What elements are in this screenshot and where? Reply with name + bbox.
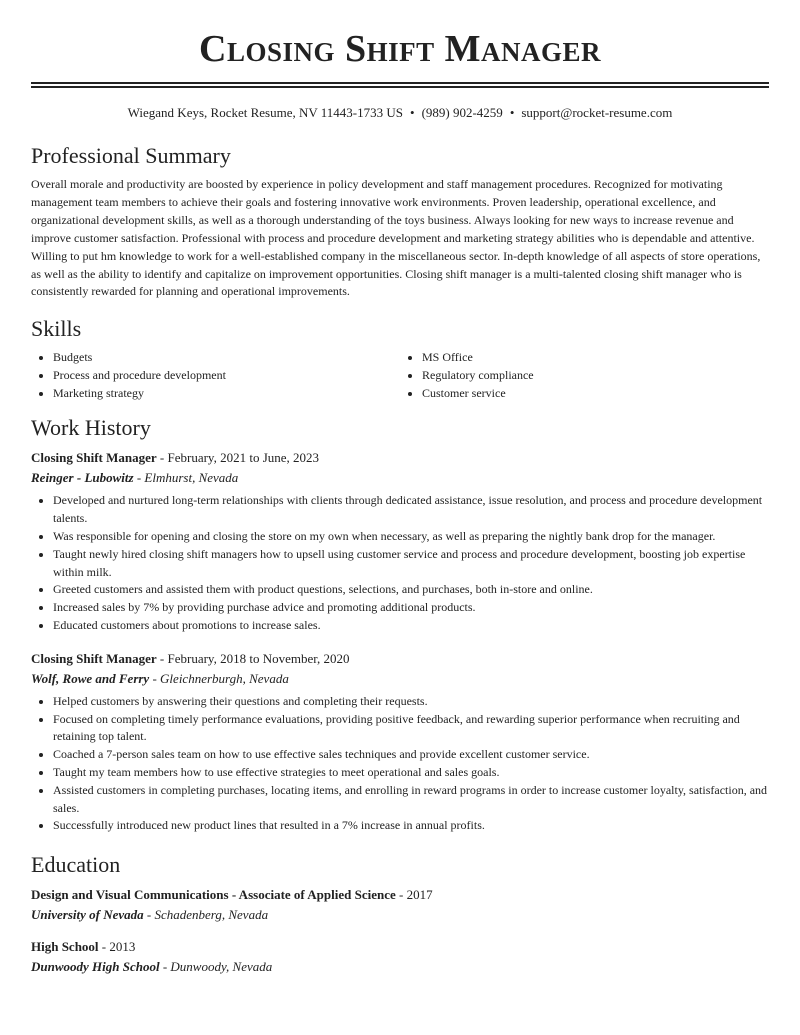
- skills-section: [31, 313, 769, 402]
- skill-item: • Customer service: [422, 385, 769, 403]
- company-line: [31, 669, 769, 689]
- candidate-name: Closing Shift Manager: [199, 28, 601, 70]
- education-entry: [31, 937, 769, 977]
- summary-section: [31, 140, 769, 301]
- skill-item: • Marketing strategy: [53, 385, 400, 403]
- header-divider-top: [31, 82, 769, 84]
- job-dates: - February, 2018 to November, 2020: [156, 650, 350, 666]
- duty-item: • Taught my team members how to use effective strategies to meet operational and sales goals.: [53, 764, 769, 782]
- degree-year: - 2017: [395, 887, 433, 903]
- summary-heading: Professional Summary: [31, 143, 231, 168]
- skill-item: • Regulatory compliance: [422, 367, 769, 385]
- skills-left-list: [31, 349, 400, 402]
- duty-item: • Focused on completing timely performance evaluations, providing positive feedback, and rewarding superior performance when recruiting and retaining top talent.: [53, 711, 769, 747]
- header-divider-bottom: [31, 86, 769, 88]
- duty-item: • Educated customers about promotions to increase sales.: [53, 617, 769, 635]
- duty-list: [31, 693, 769, 835]
- school-name: University of Nevada: [31, 907, 144, 923]
- skill-item: • MS Office: [422, 349, 769, 367]
- duty-list: [31, 492, 769, 634]
- education-entry: [31, 885, 769, 925]
- job-title: Closing Shift Manager: [31, 650, 157, 666]
- contact-separator: •: [509, 105, 515, 120]
- company-name: Reinger - Lubowitz: [31, 470, 134, 486]
- duty-item: • Taught newly hired closing shift managers how to upsell using customer service and process and procedure development, boosting job expertise within milk.: [53, 546, 769, 582]
- company-location: - Elmhurst, Nevada: [133, 470, 239, 486]
- company-location: - Gleichnerburgh, Nevada: [149, 670, 289, 686]
- education-heading: Education: [31, 852, 121, 878]
- job-title-line: [31, 649, 769, 669]
- duty-item: • Developed and nurtured long-term relationships with clients through dedicated assistance, issue resolution, and process and procedure development talents.: [53, 492, 769, 528]
- duty-item: • Greeted customers and assisted them with product questions, selections, and purchases, both in-store and online.: [53, 581, 769, 599]
- resume-content: [31, 140, 769, 989]
- job-title-line: [31, 448, 769, 468]
- skill-item: • Process and procedure development: [53, 367, 400, 385]
- company-name: Wolf, Rowe and Ferry: [31, 670, 150, 686]
- skills-heading: Skills: [31, 316, 82, 342]
- degree-line: [31, 885, 769, 905]
- school-location: - Schadenberg, Nevada: [143, 907, 269, 923]
- duty-item: • Successfully introduced new product lines that resulted in a 7% increase in annual profits.: [53, 817, 769, 835]
- school-location: - Dunwoody, Nevada: [159, 959, 273, 975]
- school-name: Dunwoody High School: [31, 959, 160, 975]
- skill-item: • Budgets: [53, 349, 400, 367]
- contact-line: [31, 104, 769, 122]
- contact-phone: (989) 902-4259: [421, 105, 503, 120]
- degree-year: - 2013: [98, 939, 136, 955]
- education-section: [31, 849, 769, 977]
- school-line: [31, 957, 769, 977]
- summary-text: Overall morale and productivity are boosted by experience in policy development and staff management procedures. Recognized for motivating management team members to achieve their goals and fostering innovative work environments. Proven leadership, operational excellence, and organizational development skills, as well as a thorough understanding of the toys business. Always looking for new ways to increase revenue and improve customer satisfaction. Professional with process and procedure development and marketing strategy abilities who is dependable and attentive. Willing to put hm knowledge to work for a well-established company in the miscellaneous sector. In-depth knowledge of all aspects of store operations, as well as the ability to identify and capitalize on improvement opportunities. Closing shift manager is a multi-talented closing shift manager who is consistently rewarded for planning and operational improvements.: [31, 177, 761, 299]
- job-dates: - February, 2021 to June, 2023: [156, 450, 320, 466]
- work-history-section: [31, 412, 769, 835]
- school-line: [31, 905, 769, 925]
- degree-line: [31, 937, 769, 957]
- job-title: Closing Shift Manager: [31, 450, 157, 466]
- skills-right-list: [400, 349, 769, 402]
- duty-item: • Increased sales by 7% by providing purchase advice and promoting additional products.: [53, 599, 769, 617]
- contact-email: support@rocket-resume.com: [521, 105, 673, 120]
- degree-name: High School: [31, 939, 99, 955]
- contact-separator: •: [410, 105, 415, 120]
- skills-columns: [31, 349, 769, 402]
- company-line: [31, 468, 769, 488]
- degree-name: Design and Visual Communications - Associate of Applied Science: [31, 887, 396, 903]
- duty-item: • Coached a 7-person sales team on how to use effective sales techniques and provide excellent customer service.: [53, 746, 769, 764]
- work-history-heading: Work History: [31, 415, 151, 441]
- job-entry: [31, 649, 769, 835]
- contact-address: Wiegand Keys, Rocket Resume, NV 11443-1733 US: [127, 105, 403, 120]
- duty-item: • Assisted customers in completing purchases, locating items, and enrolling in reward programs in order to increase customer loyalty, satisfaction, and sales.: [53, 782, 769, 818]
- duty-item: • Helped customers by answering their questions and completing their requests.: [53, 693, 769, 711]
- duty-item: • Was responsible for opening and closing the store on my own when necessary, as well as preparing the nightly bank drop for the manager.: [53, 528, 769, 546]
- job-entry: [31, 448, 769, 634]
